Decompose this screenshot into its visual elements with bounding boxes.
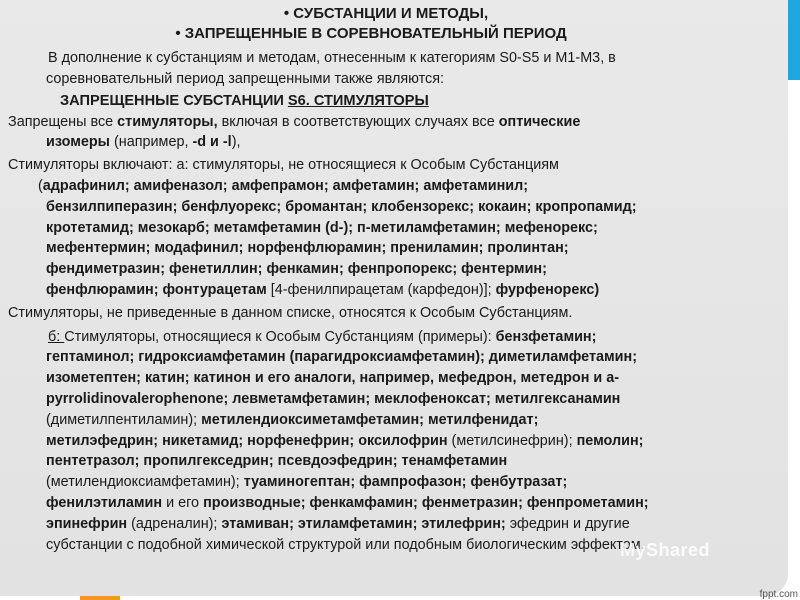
para1-text-e: изомеры: [46, 134, 110, 151]
para4-text-l10a: эпинефрин: [46, 515, 128, 532]
para2-line-3: [8, 218, 784, 239]
para4-text-l4: pyrrolidinovalerophenone; левметамфетамин; меклофеноксат; метилгексанамин: [46, 390, 621, 407]
section-heading: [8, 90, 784, 112]
para1-text-a: Запрещены все: [8, 113, 118, 130]
para2-line-1: (адрафинил; амифеназол; амфепрамон; амфетамин; амфетаминил;: [38, 177, 529, 194]
para1-text-g: -d и -l: [192, 134, 232, 151]
para4-text-l9c: производные; фенкамфамин; фенметразин; фенпрометамин;: [203, 494, 649, 511]
para2-text-l1: адрафинил; амифеназол; амфепрамон; амфетамин; амфетаминил;: [42, 177, 529, 194]
para1-text-d: оптические: [498, 113, 581, 130]
para4-line-2: [8, 347, 784, 368]
para4-line-11: субстанции с подобной химической структурой или подобным биологическим эффектом.: [46, 536, 645, 553]
title-line-1: • СУБСТАНЦИИ И МЕТОДЫ,: [283, 5, 489, 22]
para1-text-c: включая в соответствующих случаях все: [217, 113, 499, 130]
intro-line-1: В дополнение к субстанциям и методам, отнесенным к категориям S0-S5 и М1-М3, в: [48, 50, 616, 66]
para2-text-l3: кротетамид; мезокарб; метамфетамин (d-); п-метиламфетамин; мефенорекс;: [46, 219, 598, 236]
para4-text-l7: пентетразол; пропилгекседрин; псевдоэфедрин; тенамфетамин: [46, 453, 508, 470]
slide-content: [8, 4, 784, 555]
para4-line-3: [8, 368, 784, 389]
para2-line-6: [8, 280, 784, 301]
para4-line-1: [8, 327, 784, 348]
para4-text-p1c: бензфетамин;: [495, 328, 597, 345]
intro-line-2: соревновательный период запрещенными также являются:: [46, 70, 445, 87]
para2-line-5: [8, 259, 784, 280]
para4-text-p1a: б:: [48, 328, 65, 345]
para1-line-1: [8, 112, 784, 133]
para4-text-l10d: эфедрин и другие: [505, 515, 630, 532]
section-heading-code: S6. СТИМУЛЯТОРЫ: [287, 92, 429, 109]
para1-text-h: ),: [231, 134, 241, 151]
para1-line-2: [8, 132, 784, 153]
para2-text-l2: бензилпиперазин; бенфлуорекс; бромантан; клобензорекс; кокаин; кропропамид;: [46, 198, 637, 215]
watermark-logo: MyShared: [620, 540, 711, 560]
para4-text-l8a: (метилендиоксиамфетамин);: [46, 474, 244, 491]
para4-text-l6a: метилэфедрин; никетамид; норфенефрин; оксилофрин: [46, 432, 448, 449]
para4-text-l9a: фенилэтиламин: [46, 494, 163, 511]
para4-text-l5b: метилендиоксиметамфетамин; метилфенидат;: [201, 411, 539, 428]
para1-text-b: стимуляторы,: [117, 113, 218, 130]
para4-line-4: [8, 389, 784, 410]
para4-line-6: [8, 431, 784, 452]
para4-text-l6b: (метилсинефрин);: [447, 432, 577, 449]
para1-text-f: (например,: [109, 134, 193, 151]
para2-text-l6c: фурфенорекс): [495, 281, 600, 298]
para2-text-l4: мефентермин; модафинил; норфенфлюрамин; прениламин; пролинтан;: [46, 240, 569, 257]
section-heading-prefix: ЗАПРЕЩЕННЫЕ СУБСТАНЦИИ: [60, 92, 288, 109]
para4-text-l10c: этамиван; этиламфетамин; этилефрин;: [221, 515, 506, 532]
para2-line-4: [8, 238, 784, 259]
para4-line-8: [8, 472, 784, 493]
title-line-2: • ЗАПРЕЩЕННЫЕ В СОРЕВНОВАТЕЛЬНЫЙ ПЕРИОД: [175, 25, 567, 42]
para4-text-l8b: туаминогептан; фампрофазон; фенбутразат;: [243, 474, 568, 491]
para4-line-7: [8, 451, 784, 472]
para4-text-l2: гептаминол; гидроксиамфетамин (парагидроксиамфетамин); диметиламфетамин;: [46, 349, 637, 366]
para3: Стимуляторы, не приведенные в данном списке, относятся к Особым Субстанциям.: [8, 304, 573, 321]
para2-text-l5: фендиметразин; фенетиллин; фенкамин; фенпропорекс; фентермин;: [46, 261, 547, 278]
para4-text-l9b: и его: [162, 494, 204, 511]
para4-text-l10b: (адреналин);: [127, 515, 222, 532]
para2-lead: Стимуляторы включают: а: стимуляторы, не относящиеся к Особым Субстанциям: [8, 157, 559, 174]
para4-line-5: [8, 410, 784, 431]
para2-line-2: [8, 197, 784, 218]
para4-line-9: [8, 493, 784, 514]
footer-credit: fppt.com: [759, 589, 798, 600]
para4-text-l6c: пемолин;: [576, 432, 644, 449]
para4-text-l3: изометептен; катин; катинон и его аналоги, например, мефедрон, метедрон и a-: [46, 370, 620, 387]
para2-text-l6b: [4-фенилпирацетам (карфедон)];: [266, 281, 496, 298]
para4-line-10: [8, 514, 784, 535]
para4-text-p1b: Стимуляторы, относящиеся к Особым Субстанциям (примеры):: [64, 328, 496, 345]
para2-text-l6a: фенфлюрамин; фонтурацетам: [46, 281, 267, 298]
para4-text-l5a: (диметилпентиламин);: [46, 411, 202, 428]
